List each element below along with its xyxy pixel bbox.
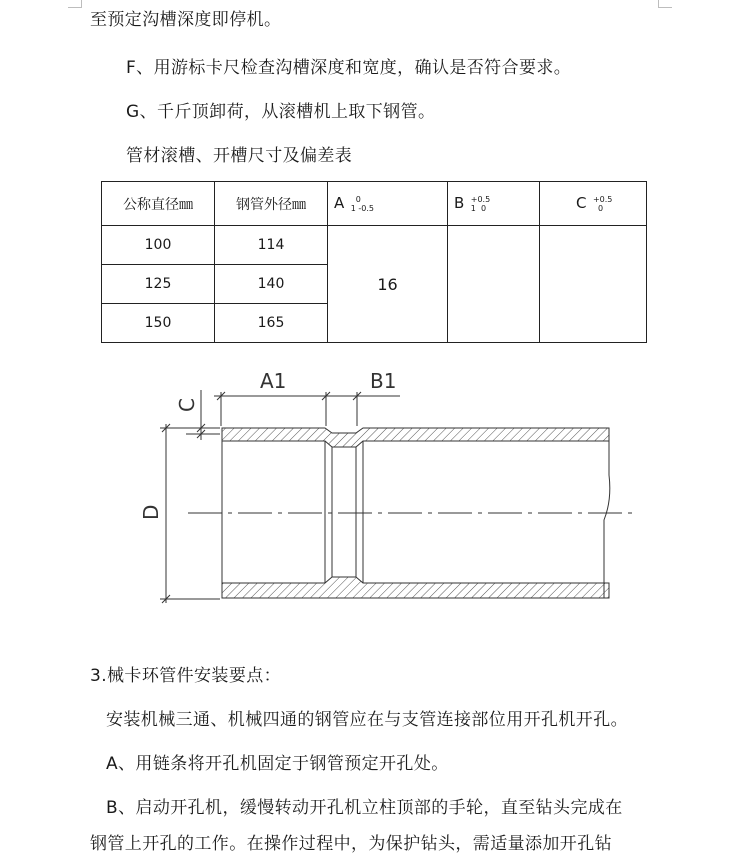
paragraph-step-b-line1: B、启动开孔机，缓慢转动开孔机立柱顶部的手轮，直至钻头完成在 xyxy=(106,798,623,818)
table-row xyxy=(102,226,647,265)
header-c-symbol: C xyxy=(576,194,587,212)
header-c-upper: +0.5 xyxy=(592,195,613,204)
header-outer-diameter: 钢管外径㎜ xyxy=(215,182,328,226)
table-title: 管材滚槽、开槽尺寸及偏差表 xyxy=(126,146,353,166)
label-a1: A1 xyxy=(260,369,287,393)
header-nominal-diameter: 公称直径㎜ xyxy=(102,182,215,226)
label-d: D xyxy=(139,504,163,520)
paragraph-step-f: F、用游标卡尺检查沟槽深度和宽度，确认是否符合要求。 xyxy=(126,58,572,78)
pipe-top-wall xyxy=(222,428,609,447)
label-b1: B1 xyxy=(370,369,397,393)
crop-mark-right-v xyxy=(658,0,659,8)
header-a-upper: 0 xyxy=(355,195,361,204)
header-a-lower: -0.5 xyxy=(358,204,374,213)
paragraph-top: 至预定沟槽深度即停机。 xyxy=(90,10,282,30)
header-b-subscript: 1 xyxy=(470,204,476,213)
crop-mark-left-h xyxy=(68,7,82,8)
cell-outer: 140 xyxy=(215,265,328,304)
pipe-bottom-wall xyxy=(222,577,609,598)
label-c: C xyxy=(175,398,199,412)
header-b-upper: +0.5 xyxy=(470,195,491,204)
header-b-lower: 0 xyxy=(480,204,487,213)
pipe-groove-drawing xyxy=(0,360,742,610)
cell-nominal: 100 xyxy=(102,226,215,265)
header-b-tolerance xyxy=(471,195,490,213)
paragraph-step-a: A、用链条将开孔机固定于钢管预定开孔处。 xyxy=(106,754,449,774)
table-header-row xyxy=(102,182,647,226)
dimension-table xyxy=(101,181,647,343)
cell-nominal: 125 xyxy=(102,265,215,304)
paragraph-step-g: G、千斤顶卸荷，从滚槽机上取下钢管。 xyxy=(126,102,436,122)
header-a-symbol: A xyxy=(334,194,345,212)
paragraph-step-b-line2: 钢管上开孔的工作。在操作过程中，为保护钻头，需适量添加开孔钻 xyxy=(90,834,612,854)
header-c-tolerance xyxy=(593,195,612,213)
cell-outer: 114 xyxy=(215,226,328,265)
header-a-subscript: 1 xyxy=(350,204,356,213)
crop-mark-right-h xyxy=(658,7,672,8)
header-a1 xyxy=(328,182,448,226)
cell-nominal: 150 xyxy=(102,304,215,343)
header-c xyxy=(540,182,647,226)
cell-c-value xyxy=(540,226,647,343)
header-b1 xyxy=(448,182,540,226)
cell-outer: 165 xyxy=(215,304,328,343)
section-heading: 3.械卡环管件安装要点： xyxy=(90,666,282,686)
header-b-symbol: B xyxy=(454,194,465,212)
header-c-lower: 0 xyxy=(597,204,604,213)
crop-mark-left-v xyxy=(81,0,82,8)
header-a-tolerance xyxy=(351,195,374,213)
cell-b-value xyxy=(448,226,540,343)
paragraph-intro: 安装机械三通、机械四通的钢管应在与支管连接部位用开孔机开孔。 xyxy=(106,710,628,730)
cell-a-value: 16 xyxy=(328,226,448,343)
